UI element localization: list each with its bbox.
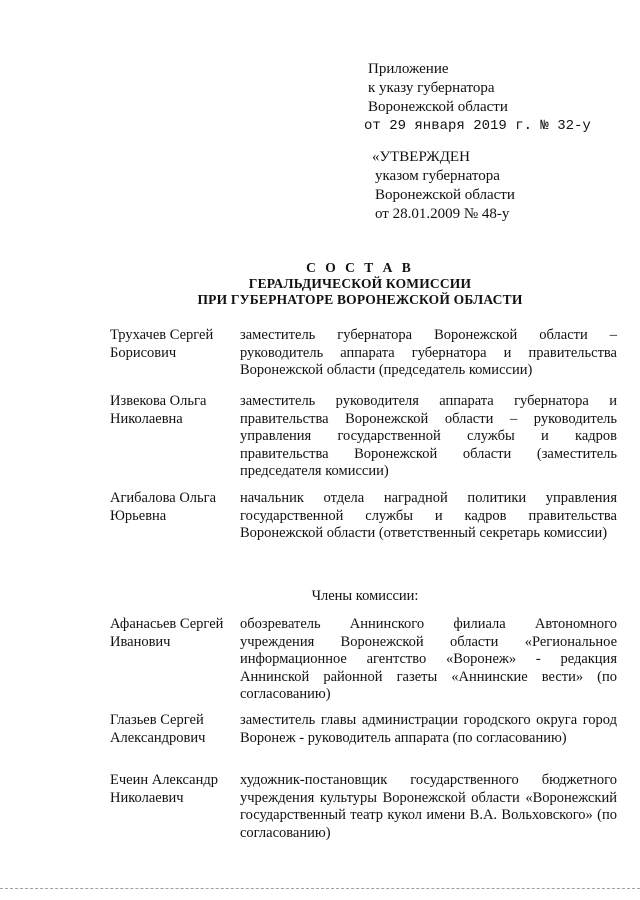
person-position: заместитель руководителя аппарата губернатора и правительства Воронежской области – руководитель управления государственной службы и кадров правительства Воронежской области (заместитель председателя комиссии) — [240, 393, 617, 479]
person-position: заместитель главы администрации городского округа город Воронеж - руководитель аппарата (по согласованию) — [240, 712, 617, 746]
appendix-block — [364, 60, 591, 136]
person-name — [110, 490, 238, 525]
title-line-1: С О С Т А В — [306, 260, 414, 275]
person-patronymic: Юрьевна — [110, 507, 167, 524]
person-surname: Ечеин Александр — [110, 772, 218, 788]
title-line-2: ГЕРАЛЬДИЧЕСКОЙ КОМИССИИ — [248, 276, 472, 291]
appendix-region: Воронежской области — [368, 99, 508, 115]
members-heading: Члены комиссии: — [311, 588, 419, 604]
person-patronymic: Борисович — [110, 344, 177, 361]
person-patronymic: Александрович — [110, 729, 206, 746]
person-patronymic: Иванович — [110, 633, 171, 650]
person-name — [110, 327, 238, 362]
approved-region: Воронежской области — [375, 187, 515, 203]
person-name — [110, 616, 238, 651]
person-surname: Извекова Ольга — [110, 393, 207, 409]
person-surname: Трухачев Сергей — [110, 327, 214, 343]
person-patronymic: Николаевич — [110, 789, 184, 806]
person-name — [110, 712, 238, 747]
person-surname: Глазьев Сергей — [110, 712, 204, 728]
person-position: заместитель губернатора Воронежской области – руководитель аппарата губернатора и правительства Воронежской области (председатель комиссии) — [240, 327, 617, 378]
person-position: начальник отдела наградной политики управления государственной службы и кадров правительства Воронежской области (ответственный секретарь комиссии) — [240, 490, 617, 541]
approved-date: от 28.01.2009 № 48-у — [375, 206, 510, 222]
person-position: художник-постановщик государственного бюджетного учреждения культуры Воронежской области «Воронежский государственный театр кукол имени В.А. Вольховского» (по согласованию) — [240, 772, 617, 841]
appendix-label: Приложение — [368, 61, 449, 77]
appendix-decree: к указу губернатора — [368, 80, 495, 96]
person-position: обозреватель Аннинского филиала Автономного учреждения Воронежской области «Региональное информационное агентство «Воронеж» - редакция Аннинской районной газеты «Аннинские вести» (по согласованию) — [240, 616, 617, 702]
document-title — [100, 260, 620, 308]
person-patronymic: Николаевна — [110, 410, 183, 427]
appendix-date: от 29 января 2019 г. № 32-у — [364, 118, 591, 134]
person-surname: Афанасьев Сергей — [110, 616, 224, 632]
approved-block — [372, 148, 515, 224]
approved-decree: указом губернатора — [375, 168, 500, 184]
person-surname: Агибалова Ольга — [110, 490, 217, 506]
approved-label: «УТВЕРЖДЕН — [372, 149, 470, 165]
person-name — [110, 393, 238, 428]
title-line-3: ПРИ ГУБЕРНАТОРЕ ВОРОНЕЖСКОЙ ОБЛАСТИ — [197, 292, 523, 307]
scan-edge-divider — [0, 888, 640, 889]
person-name — [110, 772, 238, 807]
